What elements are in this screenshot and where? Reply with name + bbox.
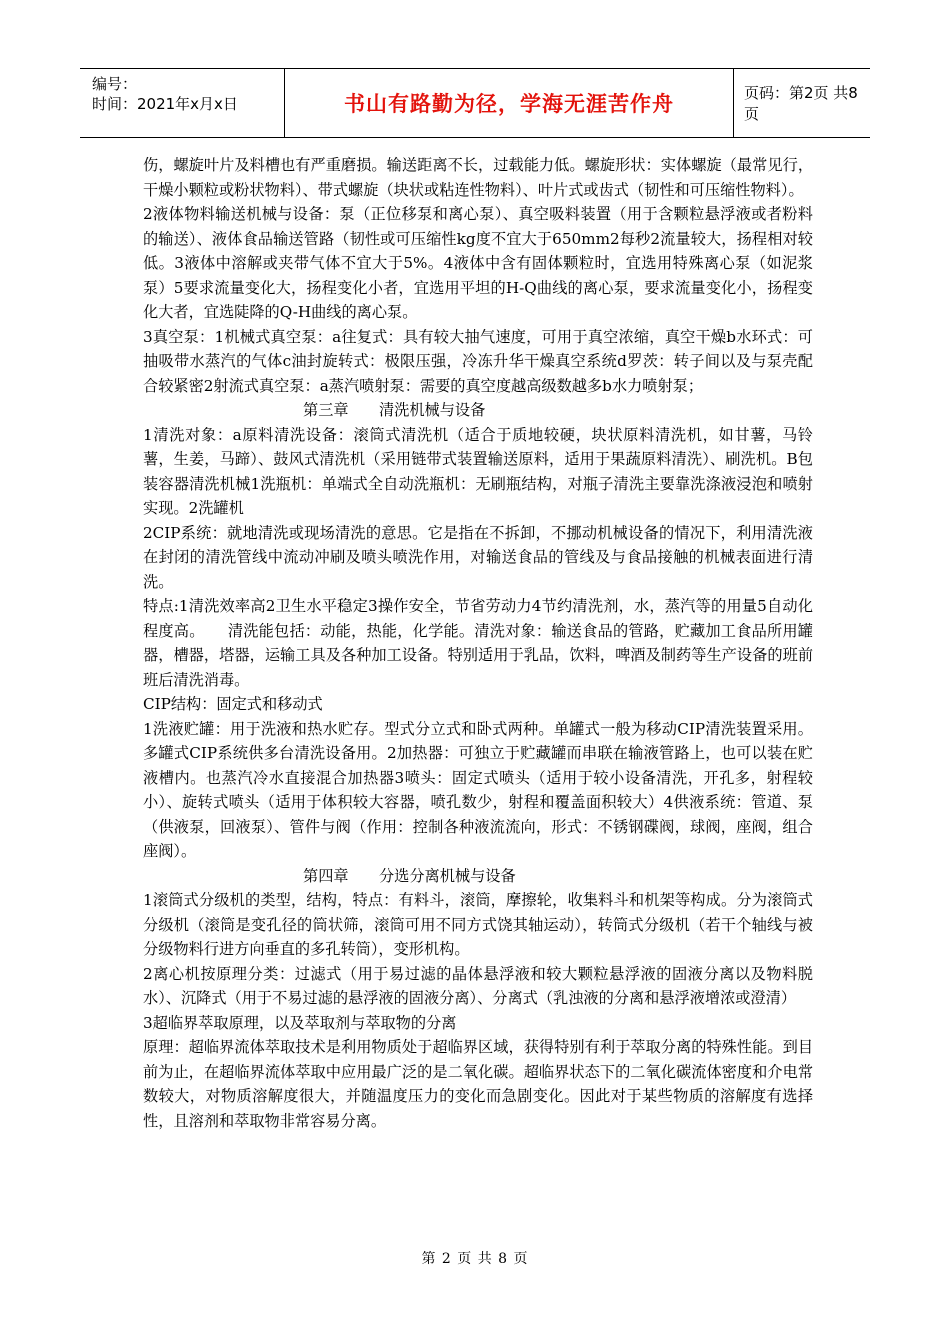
paragraph: 2CIP系统：就地清洗或现场清洗的意思。它是指在不拆卸，不挪动机械设备的情况下，利用清洗液在封闭的清洗管线中流动冲刷及喷头喷洗作用，对输送食品的管线及与食品接触的机械表面进行清洗。: [143, 523, 813, 591]
page-header: [80, 68, 870, 138]
paragraph: 原理：超临界流体萃取技术是利用物质处于超临界区域，获得特别有利于萃取分离的特殊性能。到目前为止，在超临界流体萃取中应用最广泛的是二氧化碳。超临界状态下的二氧化碳流体密度和介电常数较大，对物质溶解度很大，并随温度压力的变化而急剧变化。因此对于某些物质的溶解度有选择性，且溶剂和萃取物非常容易分离。: [143, 1038, 813, 1130]
chapter-heading: 第四章 分选分离机械与设备: [303, 866, 516, 885]
header-page-number: 页码：第2页 共8页: [744, 84, 858, 123]
paragraph: 3超临界萃取原理，以及萃取剂与萃取物的分离: [143, 1013, 457, 1032]
header-meta: [80, 69, 284, 137]
paragraph: CIP结构：固定式和移动式: [143, 695, 323, 713]
paragraph: 1滚筒式分级机的类型，结构，特点：有料斗，滚筒，摩擦轮，收集料斗和机架等构成。分为滚筒式分级机（滚筒是变孔径的筒状筛，滚筒可用不同方式饶其轴运动），转筒式分级机（若干个轴线与被分级物料行进方向垂直的多孔转筒），变形机构。: [143, 891, 813, 958]
paragraph: 3真空泵：1机械式真空泵：a往复式：具有较大抽气速度，可用于真空浓缩，真空干燥b水环式：可抽吸带水蒸汽的气体c油封旋转式：极限压强，冷冻升华干燥真空系统d罗茨：转子间以及与泵壳配合较紧密2射流式真空泵：a蒸汽喷射泵：需要的真空度越高级数越多b水力喷射泵；: [143, 327, 813, 395]
paragraph: 2离心机按原理分类：过滤式（用于易过滤的晶体悬浮液和较大颗粒悬浮液的固液分离以及物料脱水）、沉降式（用于不易过滤的悬浮液的固液分离）、分离式（乳浊液的分离和悬浮液增浓或澄清）: [143, 964, 813, 1007]
paragraph: 伤，螺旋叶片及料槽也有严重磨损。输送距离不长，过载能力低。螺旋形状：实体螺旋（最常见行，干燥小颗粒或粉状物料）、带式螺旋（块状或粘连性物料）、叶片式或齿式（韧性和可压缩性物料）。: [143, 156, 813, 199]
paragraph: 2液体物料输送机械与设备：泵（正位移泵和离心泵）、真空吸料装置（用于含颗粒悬浮液或者粉料的输送）、液体食品输送管路（韧性或可压缩性kg度不宜大于650mm2每秒2流量较大，扬程相对较低。3液体中溶解或夹带气体不宜大于5%。4液体中含有固体颗粒时，宜选用特殊离心泵（如泥浆泵）5要求流量变化大，扬程变化小者，宜选用平坦的H-Q曲线的离心泵，要求流量变化小，扬程变化大者，宜选陡降的Q-H曲线的离心泵。: [143, 205, 813, 321]
paragraph: 特点:1清洗效率高2卫生水平稳定3操作安全，节省劳动力4节约清洗剂，水，蒸汽等的用量5自动化程度高。 清洗能包括：动能，热能，化学能。清洗对象：输送食品的管路，贮藏加工食品所用罐器，槽器，塔器，运输工具及各种加工设备。特别适用于乳品，饮料，啤酒及制药等生产设备的班前班后清洗消毒。: [143, 597, 813, 689]
header-motto: 书山有路勤为径，学海无涯苦作舟: [284, 69, 734, 137]
paragraph: 1洗液贮罐：用于洗液和热水贮存。型式分立式和卧式两种。单罐式一般为移动CIP清洗装置采用。多罐式CIP系统供多台清洗设备用。2加热器：可独立于贮藏罐而串联在输液管路上，也可以装在贮液槽内。也蒸汽冷水直接混合加热器3喷头：固定式喷头（适用于较小设备清洗，开孔多，射程较小）、旋转式喷头（适用于体积较大容器，喷孔数少，射程和覆盖面积较大）4供液系统：管道、泵（供液泵，回液泵）、管件与阀（作用：控制各种液流流向，形式：不锈钢碟阀，球阀，座阀，组合座阀）。: [143, 719, 813, 860]
paragraph: 1清洗对象：a原料清洗设备：滚筒式清洗机（适合于质地较硬，块状原料清洗机，如甘薯，马铃薯，生姜，马蹄）、鼓风式清洗机（采用链带式装置输送原料，适用于果蔬原料清洗）、刷洗机。B包装容器清洗机械1洗瓶机：单端式全自动洗瓶机：无刷瓶结构，对瓶子清洗主要靠洗涤液浸泡和喷射实现。2洗罐机: [143, 425, 813, 517]
page-footer: 第 2 页 共 8 页: [421, 1251, 529, 1267]
document-number-label: 编号：: [92, 75, 138, 93]
document-body: [143, 153, 813, 1133]
chapter-heading: 第三章 清洗机械与设备: [303, 401, 486, 419]
document-time-label: 时间：2021年x月x日: [92, 95, 238, 113]
